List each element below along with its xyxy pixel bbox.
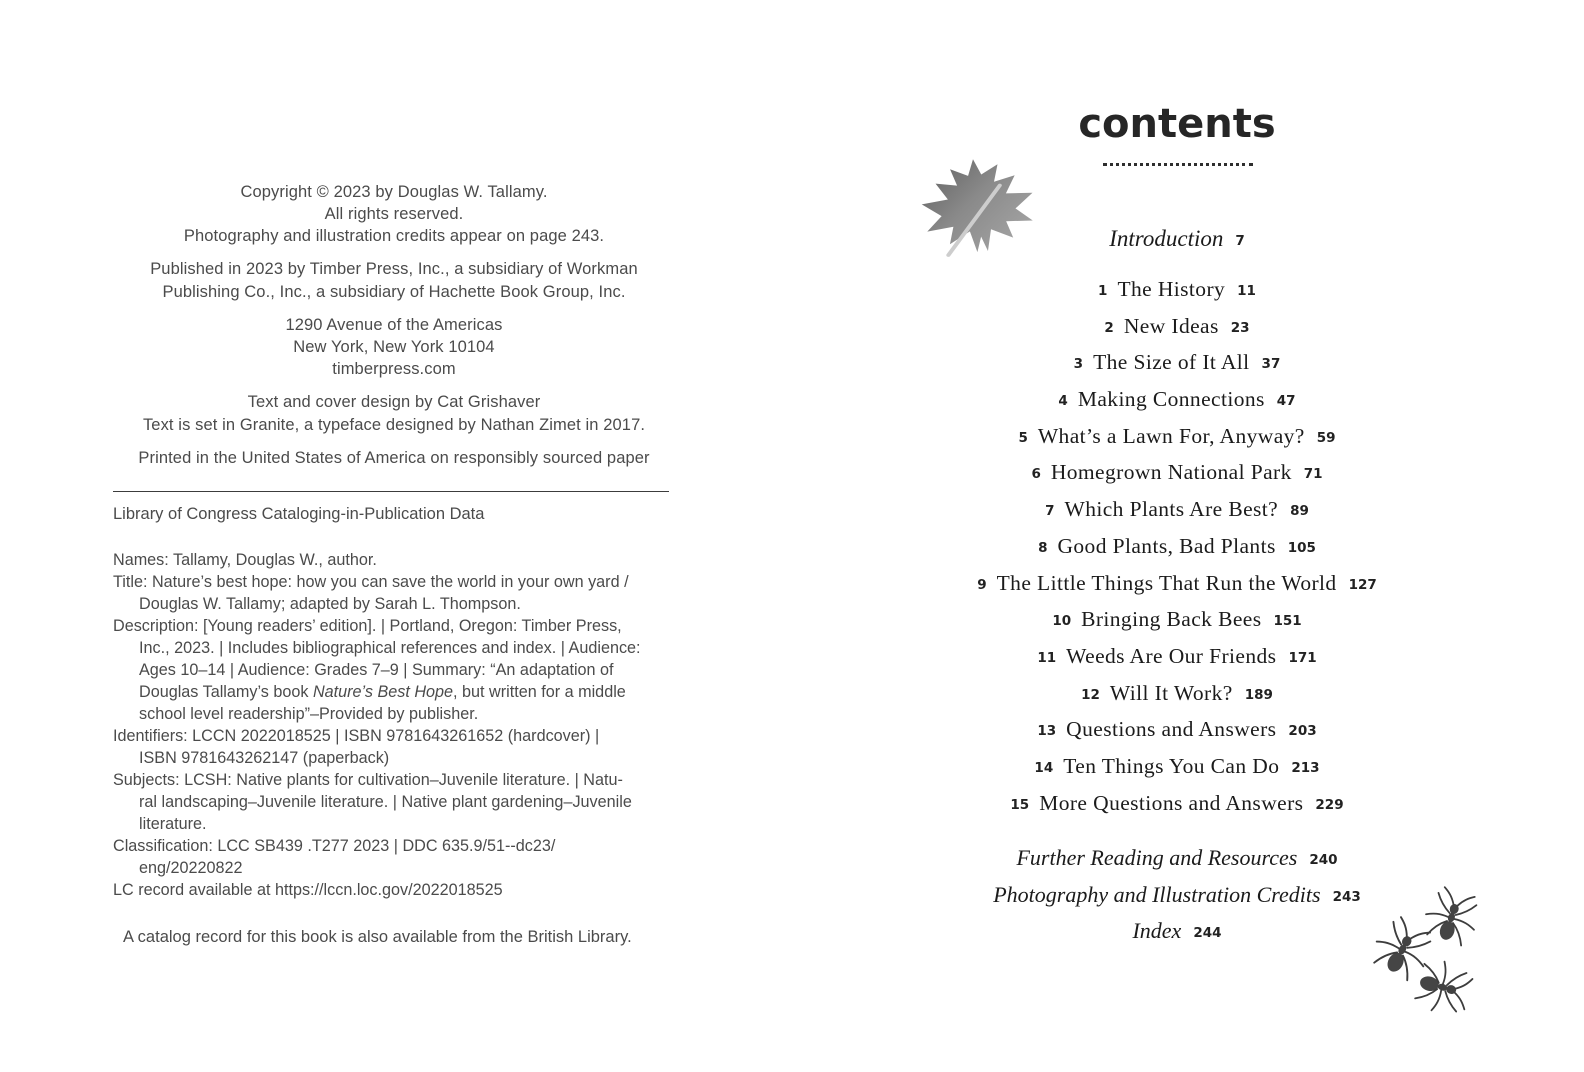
- printed-line: Printed in the United States of America on responsibly sourced paper: [138, 448, 650, 467]
- chapter-title: Bringing Back Bees: [1081, 607, 1262, 632]
- copyright-line: Copyright © 2023 by Douglas W. Tallamy.: [240, 182, 548, 201]
- chapter-page-number: 213: [1291, 759, 1320, 776]
- chapter-title: Homegrown National Park: [1050, 460, 1292, 485]
- catalog-line: Douglas W. Tallamy; adapted by Sarah L. Thompson.: [139, 595, 521, 613]
- chapter-number: 13: [1037, 723, 1057, 740]
- contents-title: contents: [1078, 101, 1276, 147]
- chapter-number: 5: [1018, 429, 1028, 446]
- catalog-line: Title: Nature’s best hope: how you can save the world in your own yard /: [113, 573, 629, 591]
- chapter-page-number: 229: [1315, 796, 1344, 813]
- back-matter-page-number: 240: [1309, 852, 1338, 868]
- chapter-title: The Size of It All: [1093, 350, 1250, 375]
- chapter-page-number: 151: [1273, 613, 1302, 630]
- toc-chapter-list: [792, 277, 1562, 827]
- catalog-line: Description: [Young readers’ edition]. | Portland, Oregon: Timber Press,: [113, 617, 622, 635]
- design-credit-line: Text and cover design by Cat Grishaver: [247, 393, 541, 412]
- catalog-line: Classification: LCC SB439 .T277 2023 | DDC 635.9/51--dc23/: [113, 837, 556, 855]
- chapter-title: The Little Things That Run the World: [996, 570, 1337, 595]
- ants-icon: [1362, 882, 1487, 1017]
- chapter-page-number: 59: [1316, 429, 1336, 446]
- chapter-page-number: 171: [1288, 649, 1317, 666]
- toc-entry: [792, 277, 1562, 314]
- publisher-line: Published in 2023 by Timber Press, Inc., a subsidiary of Workman: [150, 260, 638, 279]
- catalog-line: Names: Tallamy, Douglas W., author.: [113, 551, 377, 569]
- chapter-number: 8: [1038, 539, 1048, 556]
- rights-line: All rights reserved.: [324, 204, 464, 223]
- toc-entry: [792, 497, 1562, 534]
- toc-entry: [792, 424, 1562, 461]
- toc-entry: [792, 460, 1562, 497]
- back-matter-page-number: 243: [1332, 888, 1361, 905]
- toc-entry-back-matter: [792, 845, 1562, 882]
- toc-entry: [792, 644, 1562, 681]
- publisher-website: timberpress.com: [332, 360, 456, 379]
- loc-cataloging-heading: Library of Congress Cataloging-in-Publication Data: [113, 505, 485, 523]
- intro-label: Introduction: [1109, 226, 1224, 251]
- chapter-title: The History: [1117, 277, 1226, 301]
- chapter-page-number: 47: [1276, 393, 1296, 410]
- toc-entry-introduction: [792, 226, 1562, 256]
- chapter-number: 4: [1058, 393, 1068, 410]
- chapter-title: Ten Things You Can Do: [1063, 753, 1280, 778]
- chapter-title: What’s a Lawn For, Anyway?: [1037, 423, 1305, 448]
- chapter-page-number: 127: [1348, 576, 1377, 593]
- chapter-number: 15: [1010, 796, 1030, 813]
- contents-page: [792, 0, 1584, 1072]
- chapter-page-number: 203: [1288, 723, 1317, 740]
- chapter-number: 14: [1034, 759, 1054, 776]
- toc-entry: [792, 681, 1562, 718]
- toc-entry: [792, 534, 1562, 571]
- copyright-text-block: [74, 170, 714, 479]
- chapter-page-number: 37: [1261, 356, 1281, 373]
- credits-line: Photography and illustration credits appear on page 243.: [183, 227, 605, 246]
- chapter-title: New Ideas: [1123, 313, 1219, 338]
- chapter-page-number: 105: [1287, 539, 1316, 556]
- back-matter-label: Further Reading and Resources: [1016, 845, 1298, 870]
- toc-entry: [792, 607, 1562, 644]
- catalog-line-text: , but written for a middle: [453, 683, 626, 701]
- catalog-line: Subjects: LCSH: Native plants for cultivation–Juvenile literature. | Natu-: [113, 771, 623, 789]
- chapter-number: 3: [1073, 356, 1084, 373]
- intro-page-number: 7: [1235, 233, 1245, 249]
- catalog-line: eng/20220822: [139, 859, 243, 877]
- toc-entry: [792, 717, 1562, 754]
- british-library-line: A catalog record for this book is also available from the British Library.: [123, 928, 632, 946]
- horizontal-divider: [113, 491, 669, 492]
- back-matter-page-number: 244: [1193, 925, 1222, 942]
- catalog-line: [113, 681, 753, 703]
- chapter-title: Weeds Are Our Friends: [1066, 643, 1277, 668]
- catalog-line: Ages 10–14 | Audience: Grades 7–9 | Summary: “An adaptation of: [139, 661, 614, 679]
- chapter-number: 11: [1037, 649, 1057, 666]
- chapter-number: 12: [1081, 686, 1100, 703]
- chapter-number: 10: [1052, 613, 1072, 630]
- catalog-line: literature.: [139, 815, 207, 833]
- chapter-number: 6: [1031, 466, 1041, 483]
- toc-entry: [792, 571, 1562, 608]
- chapter-number: 7: [1045, 503, 1055, 520]
- toc-entry: [792, 754, 1562, 791]
- catalog-line: LC record available at https://lccn.loc.gov/2022018525: [113, 881, 503, 899]
- catalog-line-text: Douglas Tallamy’s book: [139, 683, 313, 701]
- chapter-title: Good Plants, Bad Plants: [1057, 533, 1276, 558]
- chapter-page-number: 189: [1244, 686, 1273, 703]
- dotted-divider: [1103, 163, 1253, 166]
- chapter-number: 9: [977, 576, 987, 593]
- toc-entry: [792, 791, 1562, 828]
- catalog-line: Inc., 2023. | Includes bibliographical references and index. | Audience:: [139, 639, 641, 657]
- loc-catalog-block: [113, 549, 753, 901]
- typeface-line: Text is set in Granite, a typeface designed by Nathan Zimet in 2017.: [142, 415, 646, 434]
- catalog-line: school level readership”–Provided by publisher.: [139, 705, 479, 723]
- toc-entry: [792, 387, 1562, 424]
- toc-entry: [792, 314, 1562, 351]
- back-matter-label: Photography and Illustration Credits: [993, 881, 1321, 907]
- chapter-page-number: 23: [1230, 319, 1250, 336]
- chapter-title: Making Connections: [1077, 387, 1265, 412]
- chapter-title: Questions and Answers: [1066, 717, 1277, 742]
- toc-entry: [792, 350, 1562, 387]
- chapter-title: Which Plants Are Best?: [1064, 497, 1279, 522]
- book-title-italic: Nature’s Best Hope: [312, 683, 454, 701]
- address-line: New York, New York 10104: [293, 337, 495, 356]
- chapter-title: More Questions and Answers: [1039, 790, 1304, 815]
- chapter-page-number: 89: [1290, 503, 1309, 520]
- chapter-page-number: 11: [1237, 283, 1256, 299]
- catalog-line: Identifiers: LCCN 2022018525 | ISBN 9781643261652 (hardcover) |: [113, 727, 600, 745]
- address-line: 1290 Avenue of the Americas: [285, 315, 503, 334]
- chapter-number: 2: [1104, 319, 1114, 336]
- back-matter-label: Index: [1132, 918, 1182, 944]
- catalog-line: ral landscaping–Juvenile literature. | Native plant gardening–Juvenile: [139, 793, 632, 811]
- chapter-title: Will It Work?: [1109, 680, 1233, 705]
- publisher-line: Publishing Co., Inc., a subsidiary of Hachette Book Group, Inc.: [162, 282, 626, 301]
- chapter-number: 1: [1098, 283, 1108, 299]
- chapter-page-number: 71: [1303, 466, 1323, 483]
- catalog-line: ISBN 9781643262147 (paperback): [139, 749, 390, 767]
